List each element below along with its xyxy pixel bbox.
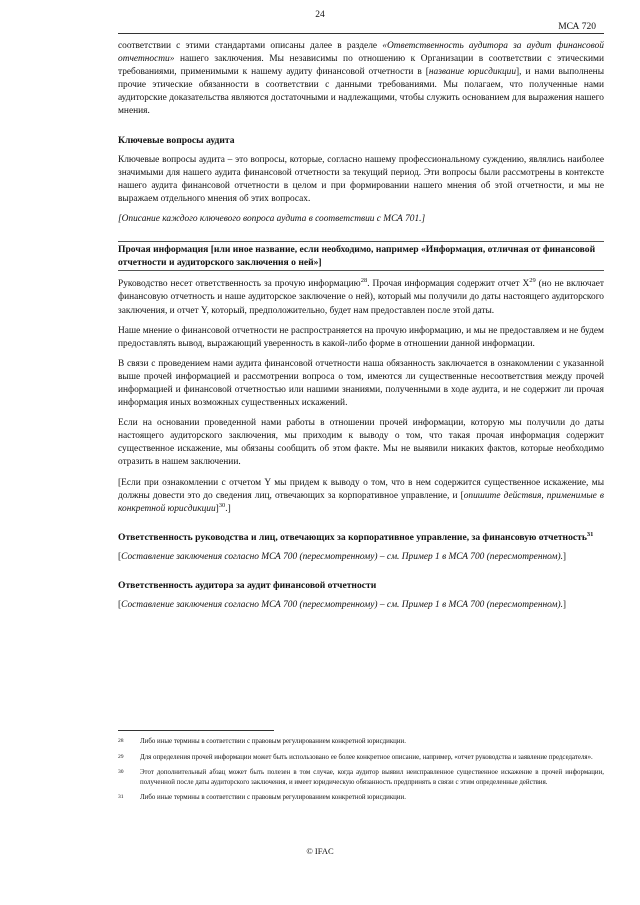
footnote-number: 31 <box>118 794 124 801</box>
auditor-responsibility-heading: Ответственность аудитора за аудит финансовой отчетности <box>118 580 377 591</box>
other-info-paragraph-5: [Если при ознакомлении с отчетом Y мы придем к выводу о том, что в нем содержится существенное искажение, мы должны довести это до сведения лиц, отвечающих за корпоративное управление, и [опишите действия, применимые в конкретной юрисдикции]$^{30}$.] <box>118 477 604 514</box>
other-info-paragraph-3: В связи с проведением нами аудита финансовой отчетности наша обязанность заключается в ознакомлении с указанной выше прочей информацией и рассмотрении вопроса о том, имеются ли существенные несоответствия между прочей информацией и финансовой отчетностью или нашими знаниями, полученными в ходе аудита, и не содержит ли прочая информация иных возможных существенных искажений. <box>118 358 604 409</box>
footnote-text: Либо иные термины в соответствии с правовым регулированием конкретной юрисдикции. <box>140 794 406 802</box>
footnote-number: 29 <box>118 753 124 760</box>
kam-note: [Описание каждого ключевого вопроса аудита в соответствии с МСА 701.] <box>118 214 426 225</box>
footnote <box>118 768 604 787</box>
footnote-divider <box>118 730 274 731</box>
main-content <box>118 40 604 619</box>
other-info-paragraph-2: Наше мнение о финансовой отчетности не распространяется на прочую информацию, и мы не предоставляем и не будем предоставлять вывод, выражающий уверенность в какой-либо форме в отношении данной информации. <box>118 325 604 349</box>
footnote-number: 30 <box>118 769 124 776</box>
kam-heading: Ключевые вопросы аудита <box>118 134 235 146</box>
document-code: МСА 720 <box>558 22 596 32</box>
footnotes-section <box>118 737 604 809</box>
other-info-paragraph-1: Руководство несет ответственность за прочую информацию$^{28}$. Прочая информация содержит отчет $X^{29}$ (но не включает финансовую отчетность и наше аудиторское заключение о ней), который мы получили до даты настоящего аудиторского заключения, и отчет Y, который, предположительно, будет нам предоставлен после этой даты. <box>118 277 604 316</box>
footnote <box>118 737 604 747</box>
footnote-ref-29[interactable]: 29 <box>529 277 536 285</box>
footnote <box>118 793 604 803</box>
footnote-number: 28 <box>118 738 124 744</box>
page-number: 24 <box>315 10 325 20</box>
footnote-ref-31[interactable]: 31 <box>586 530 594 538</box>
footnote-ref-30[interactable]: 30 <box>218 501 226 509</box>
other-information-heading: Прочая информация [или иное название, если необходимо, например «Информация, отличная от финансовой отчетности и аудиторского заключения о ней»] <box>118 241 604 271</box>
footnote-text: Либо иные термины в соответствии с правовым регулированием конкретной юрисдикции. <box>140 738 406 745</box>
management-note: [Составление заключения согласно МСА 700 (пересмотренному) – см. Пример 1 в МСА 700 (пересмотренном).] <box>118 551 567 562</box>
footnote-ref-28[interactable]: 28 <box>360 277 368 285</box>
copyright-footer: © IFAC <box>306 846 334 856</box>
kam-paragraph: Ключевые вопросы аудита – это вопросы, которые, согласно нашему профессиональному суждению, являлись наиболее значимыми для нашего аудита финансовой отчетности за текущий период. Эти вопросы были рассмотрены в контексте нашего аудита финансовой отчетности в целом и при формировании нашего мнения об этой отчетности, и мы не выражаем отдельного мнения об этих вопросах. <box>118 154 604 204</box>
footnote <box>118 753 604 763</box>
other-info-paragraph-4: Если на основании проведенной нами работы в отношении прочей информации, которую мы получили до даты настоящего аудиторского заключения, мы приходим к выводу о том, что такая прочая информация содержит существенное искажение, мы обязаны сообщить об этом факте. Мы не выявили никаких фактов, которые необходимо отразить в нашем заключении. <box>118 418 604 468</box>
footnote-text: Этот дополнительный абзац может быть полезен в том случае, когда аудитор выявил неисправленное существенное искажение в прочей информации, полученной после даты аудиторского заключения, и имеет юридическую обязанность предпринять в связи с этим определенные действия. <box>140 769 604 786</box>
header-divider <box>118 33 604 34</box>
footnote-text: Для определения прочей информации может быть использовано ее более конкретное описание, например, «отчет руководства и заявление председателя». <box>140 753 593 761</box>
intro-paragraph: соответствии с этими стандартами описаны далее в разделе «Ответственность аудитора за аудит финансовой отчетности» нашего заключения. Мы независимы по отношению к Организации в соответствии с этическими требованиями, применимыми к нашему аудиту финансовой отчетности в [название юрисдикции], и нами выполнены прочие этические обязанности в соответствии с данными требованиями. Мы полагаем, что полученные нами аудиторские доказательства являются достаточными и надлежащими, чтобы служить основанием для выражения нашего мнения. <box>118 41 604 117</box>
management-responsibility-heading: Ответственность руководства и лиц, отвечающих за корпоративное управление, за финансовую отчетность$^{31}$ <box>118 530 594 543</box>
auditor-note: [Составление заключения согласно МСА 700 (пересмотренному) – см. Пример 1 в МСА 700 (пересмотренном).] <box>118 600 567 611</box>
